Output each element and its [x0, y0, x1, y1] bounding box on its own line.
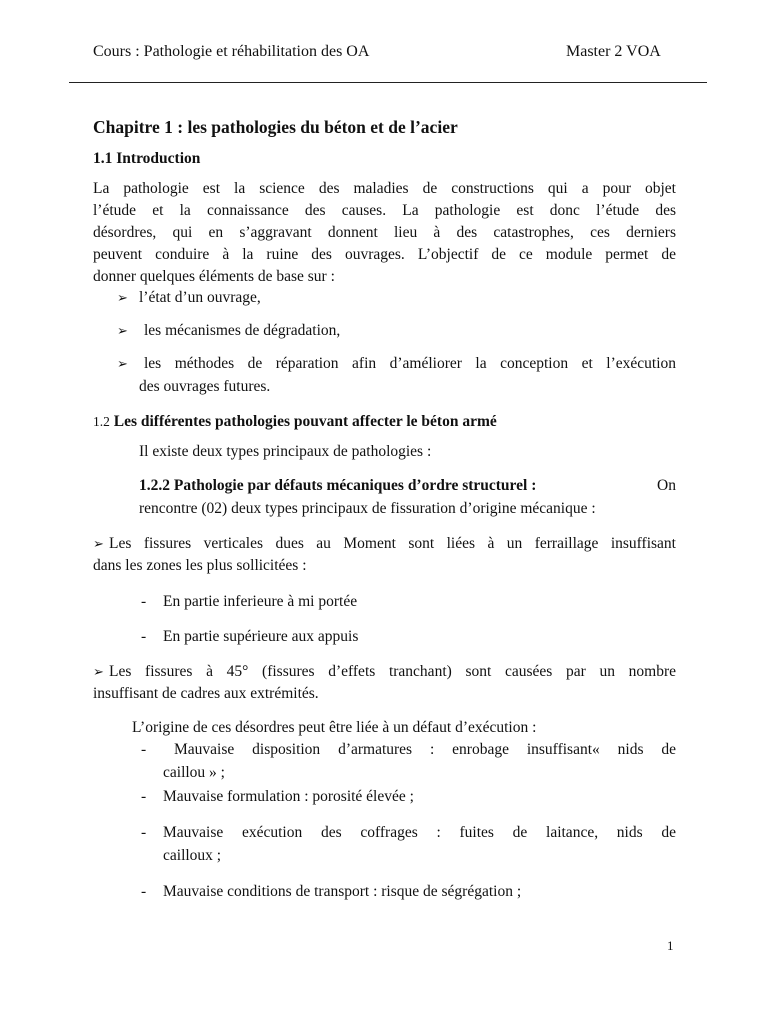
dash-bullet-icon: - — [141, 788, 147, 805]
intro-line: peuvent conduire à la ruine des ouvrages. L’objectif de ce module permet de — [93, 246, 676, 263]
page-number: 1 — [667, 938, 674, 953]
intro-line: l’étude et la connaissance des causes. La pathologie est donc l’étude des — [93, 202, 676, 219]
section-1-1-heading: 1.1 Introduction — [93, 150, 201, 167]
dash-bullet-icon: - — [141, 593, 147, 610]
subsection-1-2-2-text: rencontre (02) deux types principaux de fissuration d’origine mécanique : — [139, 500, 596, 517]
intro-line: donner quelques éléments de base sur : — [93, 268, 335, 285]
intro-line: désordres, qui en s’aggravant donnent lieu à des catastrophes, ces derniers — [93, 224, 676, 241]
fissures-verticales-text: Les fissures verticales dues au Moment sont liées à un ferraillage insuffisant — [109, 535, 676, 552]
dash-bullet-icon: - — [141, 883, 147, 900]
section-1-2-title: Les différentes pathologies pouvant affecter le béton armé — [113, 413, 497, 430]
fissures-45-text: insuffisant de cadres aux extrémités. — [93, 685, 319, 702]
arrow-bullet-icon: ➢ — [93, 664, 104, 679]
dash-list-item: Mauvaise exécution des coffrages : fuites de laitance, nids de — [163, 824, 676, 841]
dash-bullet-icon: - — [141, 824, 147, 841]
bullet-item: les mécanismes de dégradation, — [144, 322, 341, 339]
origine-intro: L’origine de ces désordres peut être liée à un défaut d’exécution : — [132, 719, 537, 736]
bullet-item: les méthodes de réparation afin d’améliorer la conception et l’exécution — [144, 355, 676, 372]
dash-list-item: Mauvaise conditions de transport : risque de ségrégation ; — [163, 883, 522, 900]
dash-bullet-icon: - — [141, 741, 147, 758]
arrow-bullet-icon: ➢ — [117, 290, 128, 305]
dash-list-item: Mauvaise formulation : porosité élevée ; — [163, 788, 414, 805]
intro-line: La pathologie est la science des maladies de constructions qui a pour objet — [93, 180, 676, 197]
section-1-2-number: 1.2 — [93, 414, 110, 429]
dash-bullet-icon: - — [141, 628, 147, 645]
header-level: Master 2 VOA — [566, 43, 661, 60]
section-1-2-heading — [93, 413, 497, 431]
subsection-tail-word: On — [657, 477, 676, 494]
dash-list-item: Mauvaise disposition d’armatures : enrobage insuffisant« nids de — [174, 741, 676, 758]
bullet-item-continuation: des ouvrages futures. — [139, 378, 271, 395]
arrow-bullet-icon: ➢ — [93, 536, 104, 551]
header-course-title: Cours : Pathologie et réhabilitation des OA — [93, 43, 370, 60]
dash-list-item: En partie supérieure aux appuis — [163, 628, 359, 645]
chapter-title: Chapitre 1 : les pathologies du béton et de l’acier — [93, 117, 458, 137]
dash-list-item-continuation: caillou » ; — [163, 764, 225, 781]
arrow-bullet-icon: ➢ — [117, 323, 128, 338]
dash-list-item-continuation: cailloux ; — [163, 847, 222, 864]
dash-list-item: En partie inferieure à mi portée — [163, 593, 358, 610]
subsection-1-2-2-heading: 1.2.2 Pathologie par défauts mécaniques d’ordre structurel : — [139, 477, 537, 494]
fissures-45-text: Les fissures à 45° (fissures d’effets tranchant) sont causées par un nombre — [109, 663, 676, 680]
header-divider — [69, 82, 707, 83]
bullet-item: l’état d’un ouvrage, — [139, 289, 261, 306]
fissures-verticales-text: dans les zones les plus sollicitées : — [93, 557, 307, 574]
section-1-2-intro: Il existe deux types principaux de pathologies : — [139, 443, 432, 460]
subsection-1-2-2-line — [139, 477, 676, 495]
arrow-bullet-icon: ➢ — [117, 356, 128, 371]
